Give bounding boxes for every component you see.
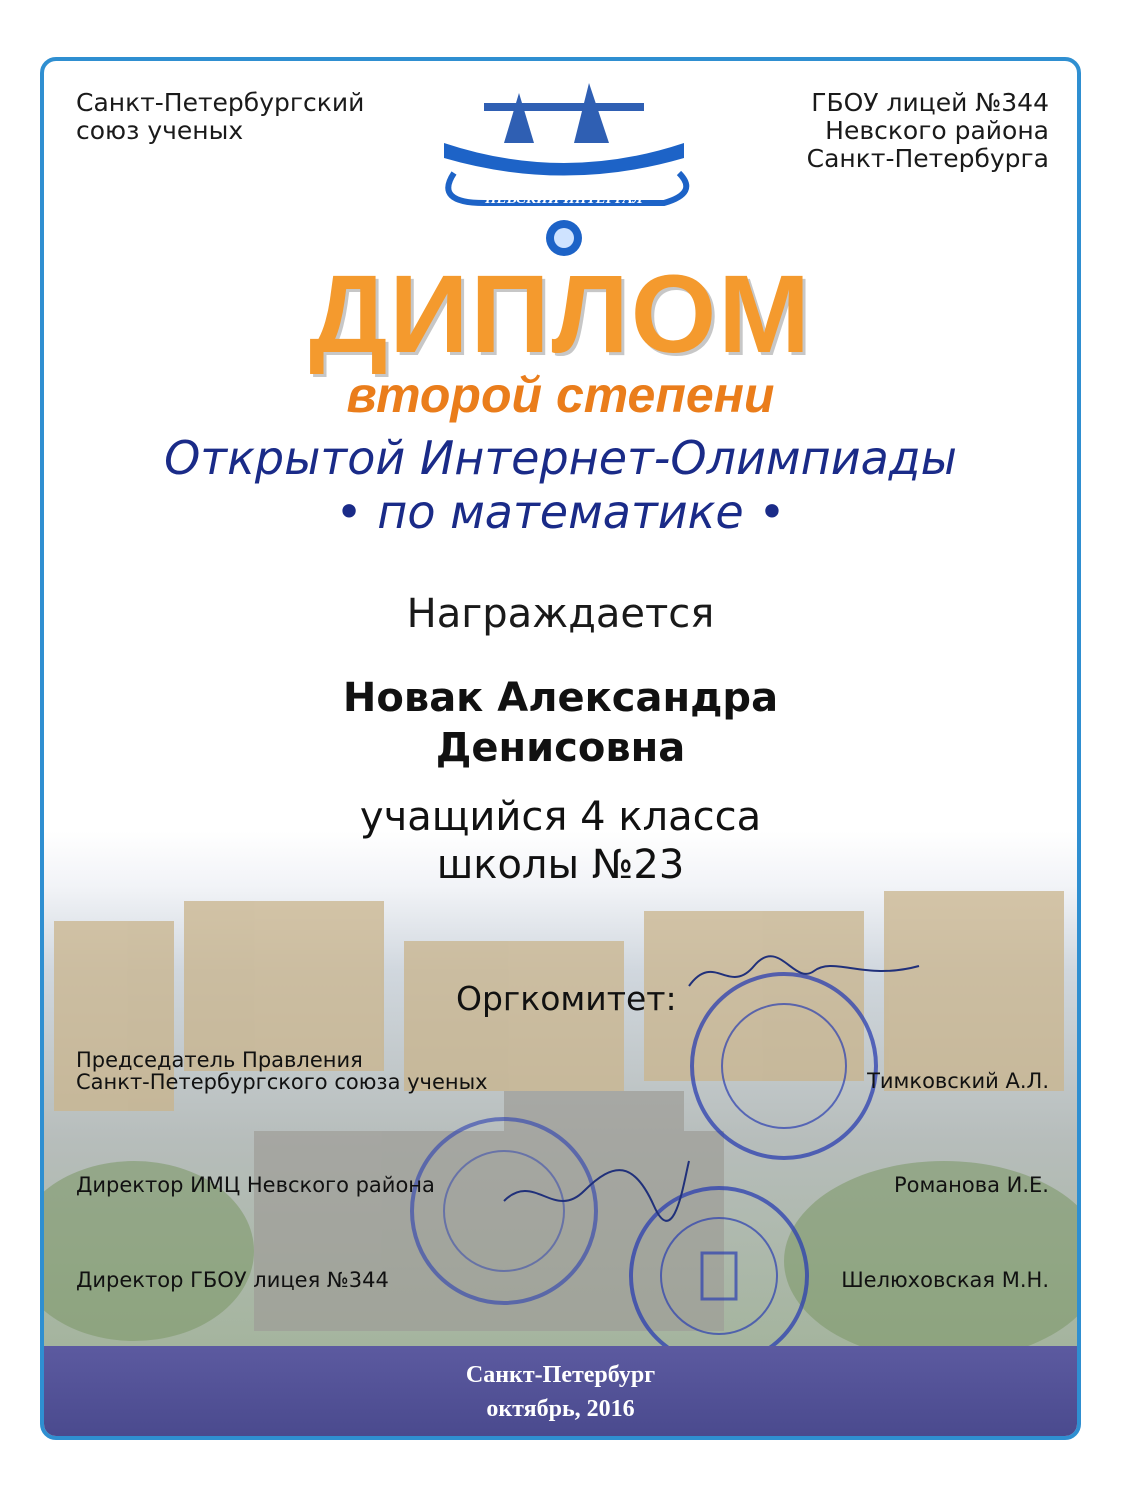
recipient-grade-line2: школы №23 xyxy=(436,842,685,888)
header-left-line2: союз ученых xyxy=(76,116,244,145)
signature-person: Романова И.Е. xyxy=(893,1173,1049,1197)
footer-date: октябрь, 2016 xyxy=(486,1396,635,1422)
header-right-line3: Санкт-Петербурга xyxy=(806,144,1049,173)
header-left-line1: Санкт-Петербургский xyxy=(76,88,365,117)
signature-row-chairman xyxy=(76,1049,1049,1093)
header-right-line1: ГБОУ лицей №344 xyxy=(811,88,1049,117)
footer-band xyxy=(44,1346,1077,1436)
signature-role-line1: Председатель Правления xyxy=(76,1048,363,1072)
diploma-degree: второй степени xyxy=(346,367,775,423)
signature-row-imc-director xyxy=(76,1173,1049,1197)
logo-text: НЕВСКИЙ ИНТЕГРАЛ xyxy=(485,191,643,207)
recipient-name-line1: Новак Александра xyxy=(342,675,779,721)
header-left xyxy=(76,89,364,145)
olympiad-title xyxy=(44,431,1077,539)
footer-city: Санкт-Петербург xyxy=(465,1362,656,1388)
committee-label: Оргкомитет: xyxy=(456,979,677,1018)
recipient-grade xyxy=(44,793,1077,889)
signature-role-line1: Директор ГБОУ лицея №344 xyxy=(76,1268,389,1292)
olympiad-line1: Открытой Интернет-Олимпиады xyxy=(164,431,957,485)
signature-row-lyceum-director xyxy=(76,1268,1049,1292)
recipient-name-line2: Денисовна xyxy=(435,725,686,771)
signature-role-line2: Санкт-Петербургского союза ученых xyxy=(76,1070,488,1094)
signature-person: Шелюховская М.Н. xyxy=(841,1268,1049,1292)
recipient-name xyxy=(44,673,1077,773)
signature-person: Тимковский А.Л. xyxy=(867,1069,1049,1093)
header-right-line2: Невского района xyxy=(825,116,1049,145)
olympiad-line2: • по математике • xyxy=(335,485,786,539)
diploma-frame xyxy=(40,57,1081,1440)
recipient-grade-line1: учащийся 4 класса xyxy=(359,794,762,840)
signature-role-line1: Директор ИМЦ Невского района xyxy=(76,1173,435,1197)
header-right xyxy=(807,89,1049,173)
diploma-title: ДИПЛОМ xyxy=(309,253,812,376)
awarded-label: Награждается xyxy=(406,591,715,637)
signature-icon xyxy=(684,946,924,1006)
nevsky-integral-logo xyxy=(424,73,704,263)
